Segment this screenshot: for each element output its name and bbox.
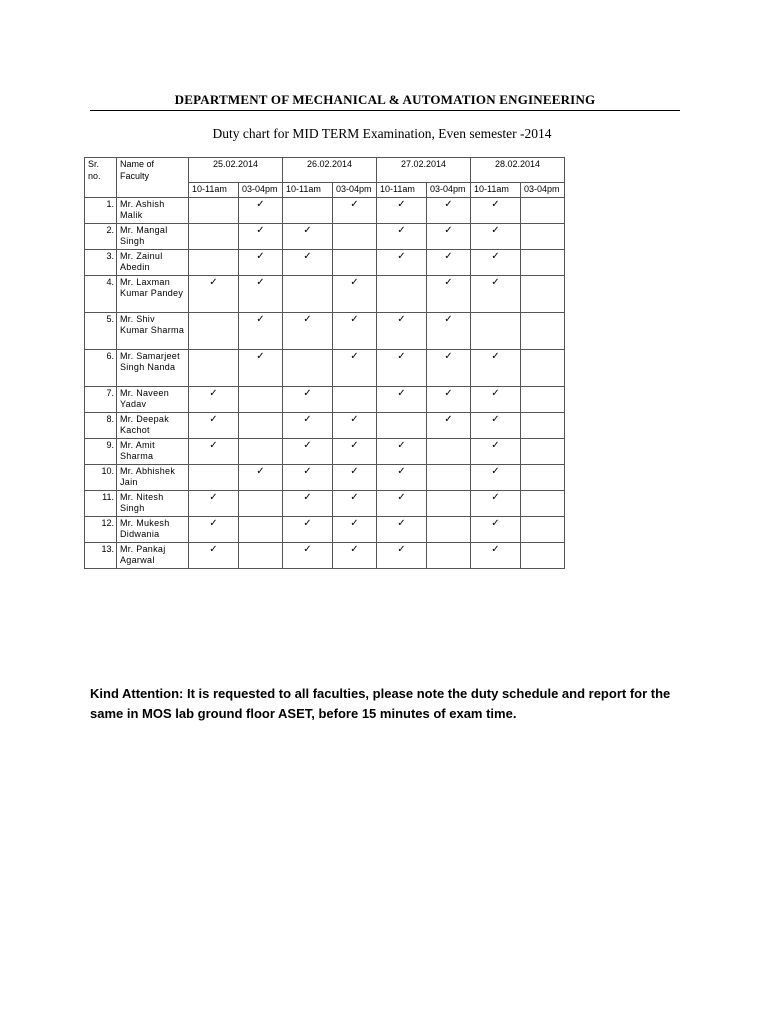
- faculty-name-cell: Mr. Deepak Kachot: [117, 412, 189, 438]
- duty-cell: [427, 249, 471, 275]
- duty-cell: [283, 249, 333, 275]
- duty-cell: [471, 490, 521, 516]
- checkmark-icon: ✓: [350, 350, 359, 362]
- duty-cell: [333, 197, 377, 223]
- checkmark-icon: ✓: [303, 439, 312, 451]
- faculty-name-cell: Mr. Samarjeet Singh Nanda: [117, 349, 189, 386]
- checkmark-icon: ✓: [444, 350, 453, 362]
- checkmark-icon: ✓: [350, 198, 359, 210]
- checkmark-icon: ✓: [491, 543, 500, 555]
- faculty-name-cell: Mr. Laxman Kumar Pandey: [117, 275, 189, 312]
- table-row: [85, 464, 565, 490]
- checkmark-icon: ✓: [303, 465, 312, 477]
- table-row: [85, 438, 565, 464]
- duty-cell: [283, 275, 333, 312]
- table-row: [85, 349, 565, 386]
- duty-cell: [189, 464, 239, 490]
- duty-cell: [239, 312, 283, 349]
- duty-cell: [333, 275, 377, 312]
- duty-cell: [189, 490, 239, 516]
- duty-cell: [427, 516, 471, 542]
- duty-cell: [427, 412, 471, 438]
- duty-cell: [283, 312, 333, 349]
- checkmark-icon: ✓: [444, 276, 453, 288]
- faculty-name-cell: Mr. Amit Sharma: [117, 438, 189, 464]
- slot-header: 03-04pm: [239, 183, 283, 198]
- table-row: [85, 312, 565, 349]
- duty-cell: [377, 223, 427, 249]
- sr-no-header: Sr. no.: [85, 158, 117, 198]
- duty-cell: [521, 249, 565, 275]
- duty-cell: [521, 275, 565, 312]
- faculty-name-cell: Mr. Pankaj Agarwal: [117, 542, 189, 568]
- duty-cell: [189, 542, 239, 568]
- duty-cell: [427, 197, 471, 223]
- checkmark-icon: ✓: [444, 198, 453, 210]
- checkmark-icon: ✓: [303, 413, 312, 425]
- checkmark-icon: ✓: [256, 198, 265, 210]
- duty-cell: [427, 464, 471, 490]
- slot-header: 03-04pm: [427, 183, 471, 198]
- checkmark-icon: ✓: [444, 250, 453, 262]
- sr-no-cell: 7.: [85, 386, 117, 412]
- duty-cell: [189, 412, 239, 438]
- duty-cell: [239, 349, 283, 386]
- duty-cell: [333, 542, 377, 568]
- slot-header: 10-11am: [189, 183, 239, 198]
- checkmark-icon: ✓: [350, 543, 359, 555]
- duty-cell: [427, 438, 471, 464]
- checkmark-icon: ✓: [256, 250, 265, 262]
- duty-cell: [521, 438, 565, 464]
- checkmark-icon: ✓: [350, 491, 359, 503]
- date-header: 27.02.2014: [377, 158, 471, 183]
- checkmark-icon: ✓: [444, 387, 453, 399]
- duty-cell: [333, 516, 377, 542]
- duty-cell: [239, 197, 283, 223]
- duty-cell: [283, 223, 333, 249]
- checkmark-icon: ✓: [491, 491, 500, 503]
- slot-header: 10-11am: [377, 183, 427, 198]
- duty-cell: [471, 197, 521, 223]
- duty-cell: [521, 516, 565, 542]
- duty-cell: [471, 412, 521, 438]
- checkmark-icon: ✓: [303, 224, 312, 236]
- duty-cell: [377, 438, 427, 464]
- checkmark-icon: ✓: [209, 439, 218, 451]
- faculty-name-cell: Mr. Ashish Malik: [117, 197, 189, 223]
- duty-cell: [283, 542, 333, 568]
- duty-cell: [283, 464, 333, 490]
- duty-cell: [189, 197, 239, 223]
- duty-cell: [377, 349, 427, 386]
- sr-no-cell: 3.: [85, 249, 117, 275]
- table-row: [85, 412, 565, 438]
- duty-cell: [333, 438, 377, 464]
- duty-cell: [239, 438, 283, 464]
- sr-no-cell: 6.: [85, 349, 117, 386]
- duty-cell: [521, 349, 565, 386]
- duty-cell: [377, 542, 427, 568]
- duty-cell: [377, 516, 427, 542]
- duty-cell: [471, 542, 521, 568]
- duty-cell: [283, 490, 333, 516]
- duty-cell: [333, 464, 377, 490]
- checkmark-icon: ✓: [491, 276, 500, 288]
- duty-cell: [521, 542, 565, 568]
- table-row: [85, 542, 565, 568]
- faculty-name-cell: Mr. Naveen Yadav: [117, 386, 189, 412]
- checkmark-icon: ✓: [209, 276, 218, 288]
- duty-cell: [239, 516, 283, 542]
- checkmark-icon: ✓: [397, 250, 406, 262]
- duty-cell: [427, 490, 471, 516]
- duty-cell: [521, 312, 565, 349]
- sr-no-cell: 9.: [85, 438, 117, 464]
- faculty-name-header: Name of Faculty: [117, 158, 189, 198]
- duty-cell: [377, 464, 427, 490]
- title-underline: [90, 110, 680, 111]
- duty-cell: [471, 223, 521, 249]
- duty-chart-table: [84, 157, 565, 569]
- table-row: [85, 197, 565, 223]
- faculty-name-cell: Mr. Mukesh Didwania: [117, 516, 189, 542]
- checkmark-icon: ✓: [209, 413, 218, 425]
- duty-cell: [283, 197, 333, 223]
- sr-no-cell: 8.: [85, 412, 117, 438]
- kind-attention-note: Kind Attention: It is requested to all faculties, please note the duty schedule and report for the same in MOS lab ground floor ASET, before 15 minutes of exam time.: [90, 686, 671, 721]
- department-title: DEPARTMENT OF MECHANICAL & AUTOMATION ENGINEERING: [174, 92, 596, 107]
- checkmark-icon: ✓: [256, 313, 265, 325]
- header-row-dates: [85, 158, 565, 183]
- sr-no-cell: 1.: [85, 197, 117, 223]
- duty-cell: [427, 542, 471, 568]
- duty-cell: [283, 412, 333, 438]
- duty-cell: [521, 490, 565, 516]
- duty-cell: [377, 412, 427, 438]
- date-header: 28.02.2014: [471, 158, 565, 183]
- duty-cell: [333, 349, 377, 386]
- checkmark-icon: ✓: [397, 224, 406, 236]
- duty-cell: [283, 516, 333, 542]
- checkmark-icon: ✓: [350, 517, 359, 529]
- checkmark-icon: ✓: [397, 350, 406, 362]
- duty-cell: [521, 386, 565, 412]
- checkmark-icon: ✓: [303, 491, 312, 503]
- faculty-name-cell: Mr. Nitesh Singh: [117, 490, 189, 516]
- duty-cell: [283, 349, 333, 386]
- table-row: [85, 223, 565, 249]
- duty-cell: [377, 386, 427, 412]
- table-row: [85, 386, 565, 412]
- duty-cell: [471, 464, 521, 490]
- duty-cell: [471, 249, 521, 275]
- duty-cell: [189, 349, 239, 386]
- checkmark-icon: ✓: [491, 413, 500, 425]
- checkmark-icon: ✓: [397, 543, 406, 555]
- faculty-name-cell: Mr. Abhishek Jain: [117, 464, 189, 490]
- checkmark-icon: ✓: [491, 224, 500, 236]
- checkmark-icon: ✓: [350, 439, 359, 451]
- checkmark-icon: ✓: [256, 350, 265, 362]
- duty-cell: [283, 438, 333, 464]
- checkmark-icon: ✓: [350, 465, 359, 477]
- duty-cell: [239, 542, 283, 568]
- duty-cell: [471, 386, 521, 412]
- duty-cell: [521, 223, 565, 249]
- date-header: 25.02.2014: [189, 158, 283, 183]
- checkmark-icon: ✓: [256, 465, 265, 477]
- duty-cell: [377, 312, 427, 349]
- duty-cell: [239, 490, 283, 516]
- duty-cell: [189, 249, 239, 275]
- checkmark-icon: ✓: [444, 313, 453, 325]
- checkmark-icon: ✓: [303, 387, 312, 399]
- table-row: [85, 516, 565, 542]
- checkmark-icon: ✓: [491, 350, 500, 362]
- checkmark-icon: ✓: [256, 224, 265, 236]
- duty-cell: [189, 386, 239, 412]
- checkmark-icon: ✓: [491, 250, 500, 262]
- date-header: 26.02.2014: [283, 158, 377, 183]
- duty-table-body: [85, 197, 565, 568]
- duty-cell: [521, 464, 565, 490]
- sr-no-cell: 13.: [85, 542, 117, 568]
- faculty-name-cell: Mr. Shiv Kumar Sharma: [117, 312, 189, 349]
- slot-header: 03-04pm: [521, 183, 565, 198]
- checkmark-icon: ✓: [209, 491, 218, 503]
- slot-header: 10-11am: [283, 183, 333, 198]
- sr-no-cell: 12.: [85, 516, 117, 542]
- duty-cell: [333, 490, 377, 516]
- checkmark-icon: ✓: [397, 387, 406, 399]
- duty-cell: [239, 386, 283, 412]
- sr-no-cell: 5.: [85, 312, 117, 349]
- slot-header: 03-04pm: [333, 183, 377, 198]
- checkmark-icon: ✓: [209, 387, 218, 399]
- checkmark-icon: ✓: [491, 198, 500, 210]
- checkmark-icon: ✓: [491, 439, 500, 451]
- duty-cell: [427, 312, 471, 349]
- checkmark-icon: ✓: [444, 413, 453, 425]
- faculty-name-cell: Mr. Zainul Abedin: [117, 249, 189, 275]
- duty-cell: [283, 386, 333, 412]
- duty-cell: [377, 197, 427, 223]
- sr-no-cell: 4.: [85, 275, 117, 312]
- checkmark-icon: ✓: [444, 224, 453, 236]
- duty-cell: [521, 197, 565, 223]
- duty-cell: [471, 312, 521, 349]
- duty-cell: [427, 349, 471, 386]
- slot-header: 10-11am: [471, 183, 521, 198]
- duty-cell: [189, 516, 239, 542]
- sr-no-cell: 10.: [85, 464, 117, 490]
- duty-cell: [189, 275, 239, 312]
- duty-cell: [377, 249, 427, 275]
- duty-cell: [471, 438, 521, 464]
- checkmark-icon: ✓: [303, 250, 312, 262]
- duty-cell: [239, 249, 283, 275]
- checkmark-icon: ✓: [303, 543, 312, 555]
- duty-cell: [333, 223, 377, 249]
- table-row: [85, 275, 565, 312]
- duty-cell: [471, 275, 521, 312]
- checkmark-icon: ✓: [397, 517, 406, 529]
- checkmark-icon: ✓: [350, 313, 359, 325]
- duty-cell: [189, 312, 239, 349]
- checkmark-icon: ✓: [209, 517, 218, 529]
- duty-cell: [239, 412, 283, 438]
- duty-cell: [471, 349, 521, 386]
- duty-cell: [377, 490, 427, 516]
- checkmark-icon: ✓: [303, 517, 312, 529]
- sr-no-cell: 11.: [85, 490, 117, 516]
- checkmark-icon: ✓: [397, 439, 406, 451]
- checkmark-icon: ✓: [397, 465, 406, 477]
- duty-cell: [239, 275, 283, 312]
- checkmark-icon: ✓: [256, 276, 265, 288]
- duty-cell: [427, 386, 471, 412]
- duty-cell: [239, 464, 283, 490]
- duty-cell: [471, 516, 521, 542]
- duty-cell: [377, 275, 427, 312]
- checkmark-icon: ✓: [209, 543, 218, 555]
- checkmark-icon: ✓: [491, 465, 500, 477]
- checkmark-icon: ✓: [491, 387, 500, 399]
- table-row: [85, 249, 565, 275]
- duty-cell: [333, 386, 377, 412]
- duty-cell: [239, 223, 283, 249]
- checkmark-icon: ✓: [397, 491, 406, 503]
- checkmark-icon: ✓: [397, 198, 406, 210]
- checkmark-icon: ✓: [491, 517, 500, 529]
- duty-cell: [333, 312, 377, 349]
- checkmark-icon: ✓: [303, 313, 312, 325]
- duty-cell: [189, 438, 239, 464]
- duty-cell: [427, 223, 471, 249]
- table-row: [85, 490, 565, 516]
- duty-cell: [333, 412, 377, 438]
- duty-cell: [521, 412, 565, 438]
- checkmark-icon: ✓: [350, 413, 359, 425]
- duty-cell: [333, 249, 377, 275]
- duty-cell: [427, 275, 471, 312]
- faculty-name-cell: Mr. Mangal Singh: [117, 223, 189, 249]
- checkmark-icon: ✓: [350, 276, 359, 288]
- chart-subtitle: Duty chart for MID TERM Examination, Even semester -2014: [212, 126, 552, 141]
- sr-no-cell: 2.: [85, 223, 117, 249]
- checkmark-icon: ✓: [397, 313, 406, 325]
- duty-cell: [189, 223, 239, 249]
